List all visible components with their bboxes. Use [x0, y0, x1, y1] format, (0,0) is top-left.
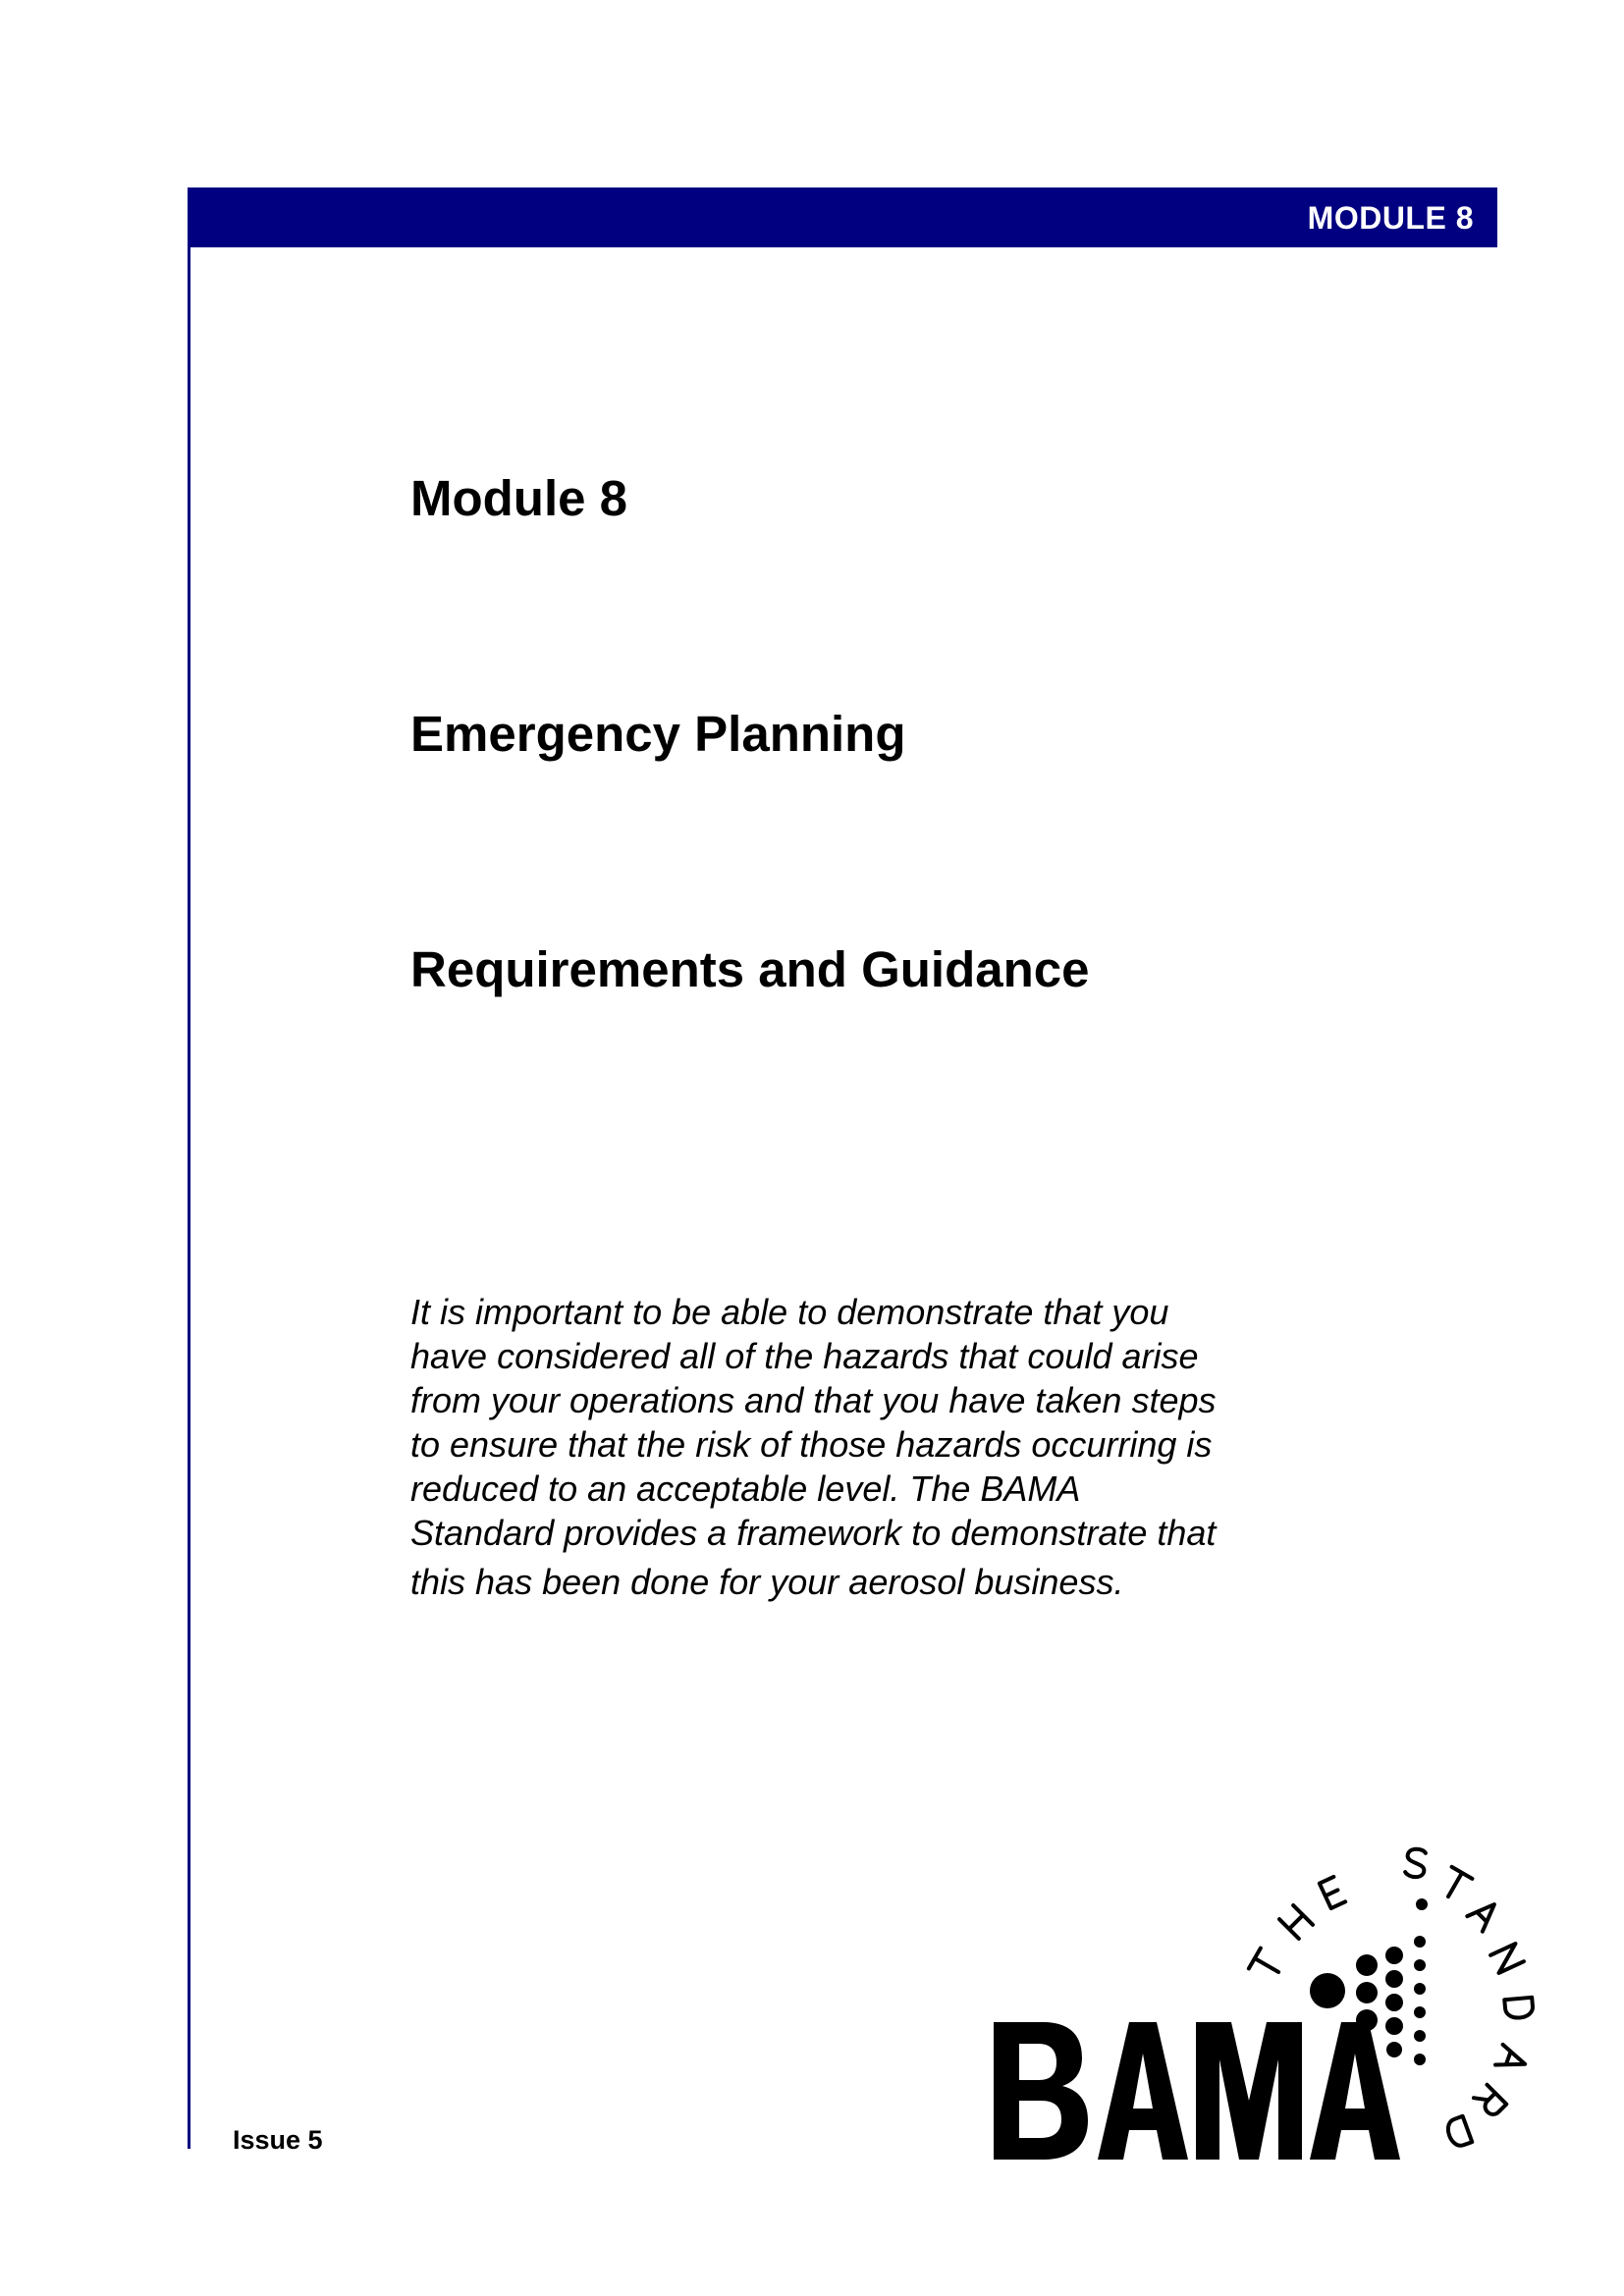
logo-wordmark: [994, 2022, 1400, 2160]
intro-line: have considered all of the hazards that could arise: [410, 1336, 1199, 1376]
intro-paragraph: [410, 1290, 1324, 1604]
bama-standard-logo: [982, 1806, 1571, 2199]
intro-line: from your operations and that you have taken steps: [410, 1380, 1217, 1420]
intro-line: reduced to an acceptable level. The BAMA: [410, 1468, 1081, 1509]
intro-line: to ensure that the risk of those hazards occurring is: [410, 1424, 1213, 1465]
intro-line: this has been done for your aerosol business.: [410, 1562, 1124, 1602]
module-title: Module 8: [410, 470, 628, 526]
module-header-label: MODULE 8: [1307, 200, 1474, 236]
module-subject: Emergency Planning: [410, 706, 906, 762]
intro-line: It is important to be able to demonstrate that you: [410, 1292, 1169, 1332]
intro-line: Standard provides a framework to demonstrate that: [410, 1513, 1217, 1553]
module-header-bar: [188, 187, 1497, 247]
issue-label: Issue 5: [233, 2125, 323, 2155]
module-subtitle: Requirements and Guidance: [410, 941, 1090, 997]
left-margin-rule: [188, 187, 190, 2149]
